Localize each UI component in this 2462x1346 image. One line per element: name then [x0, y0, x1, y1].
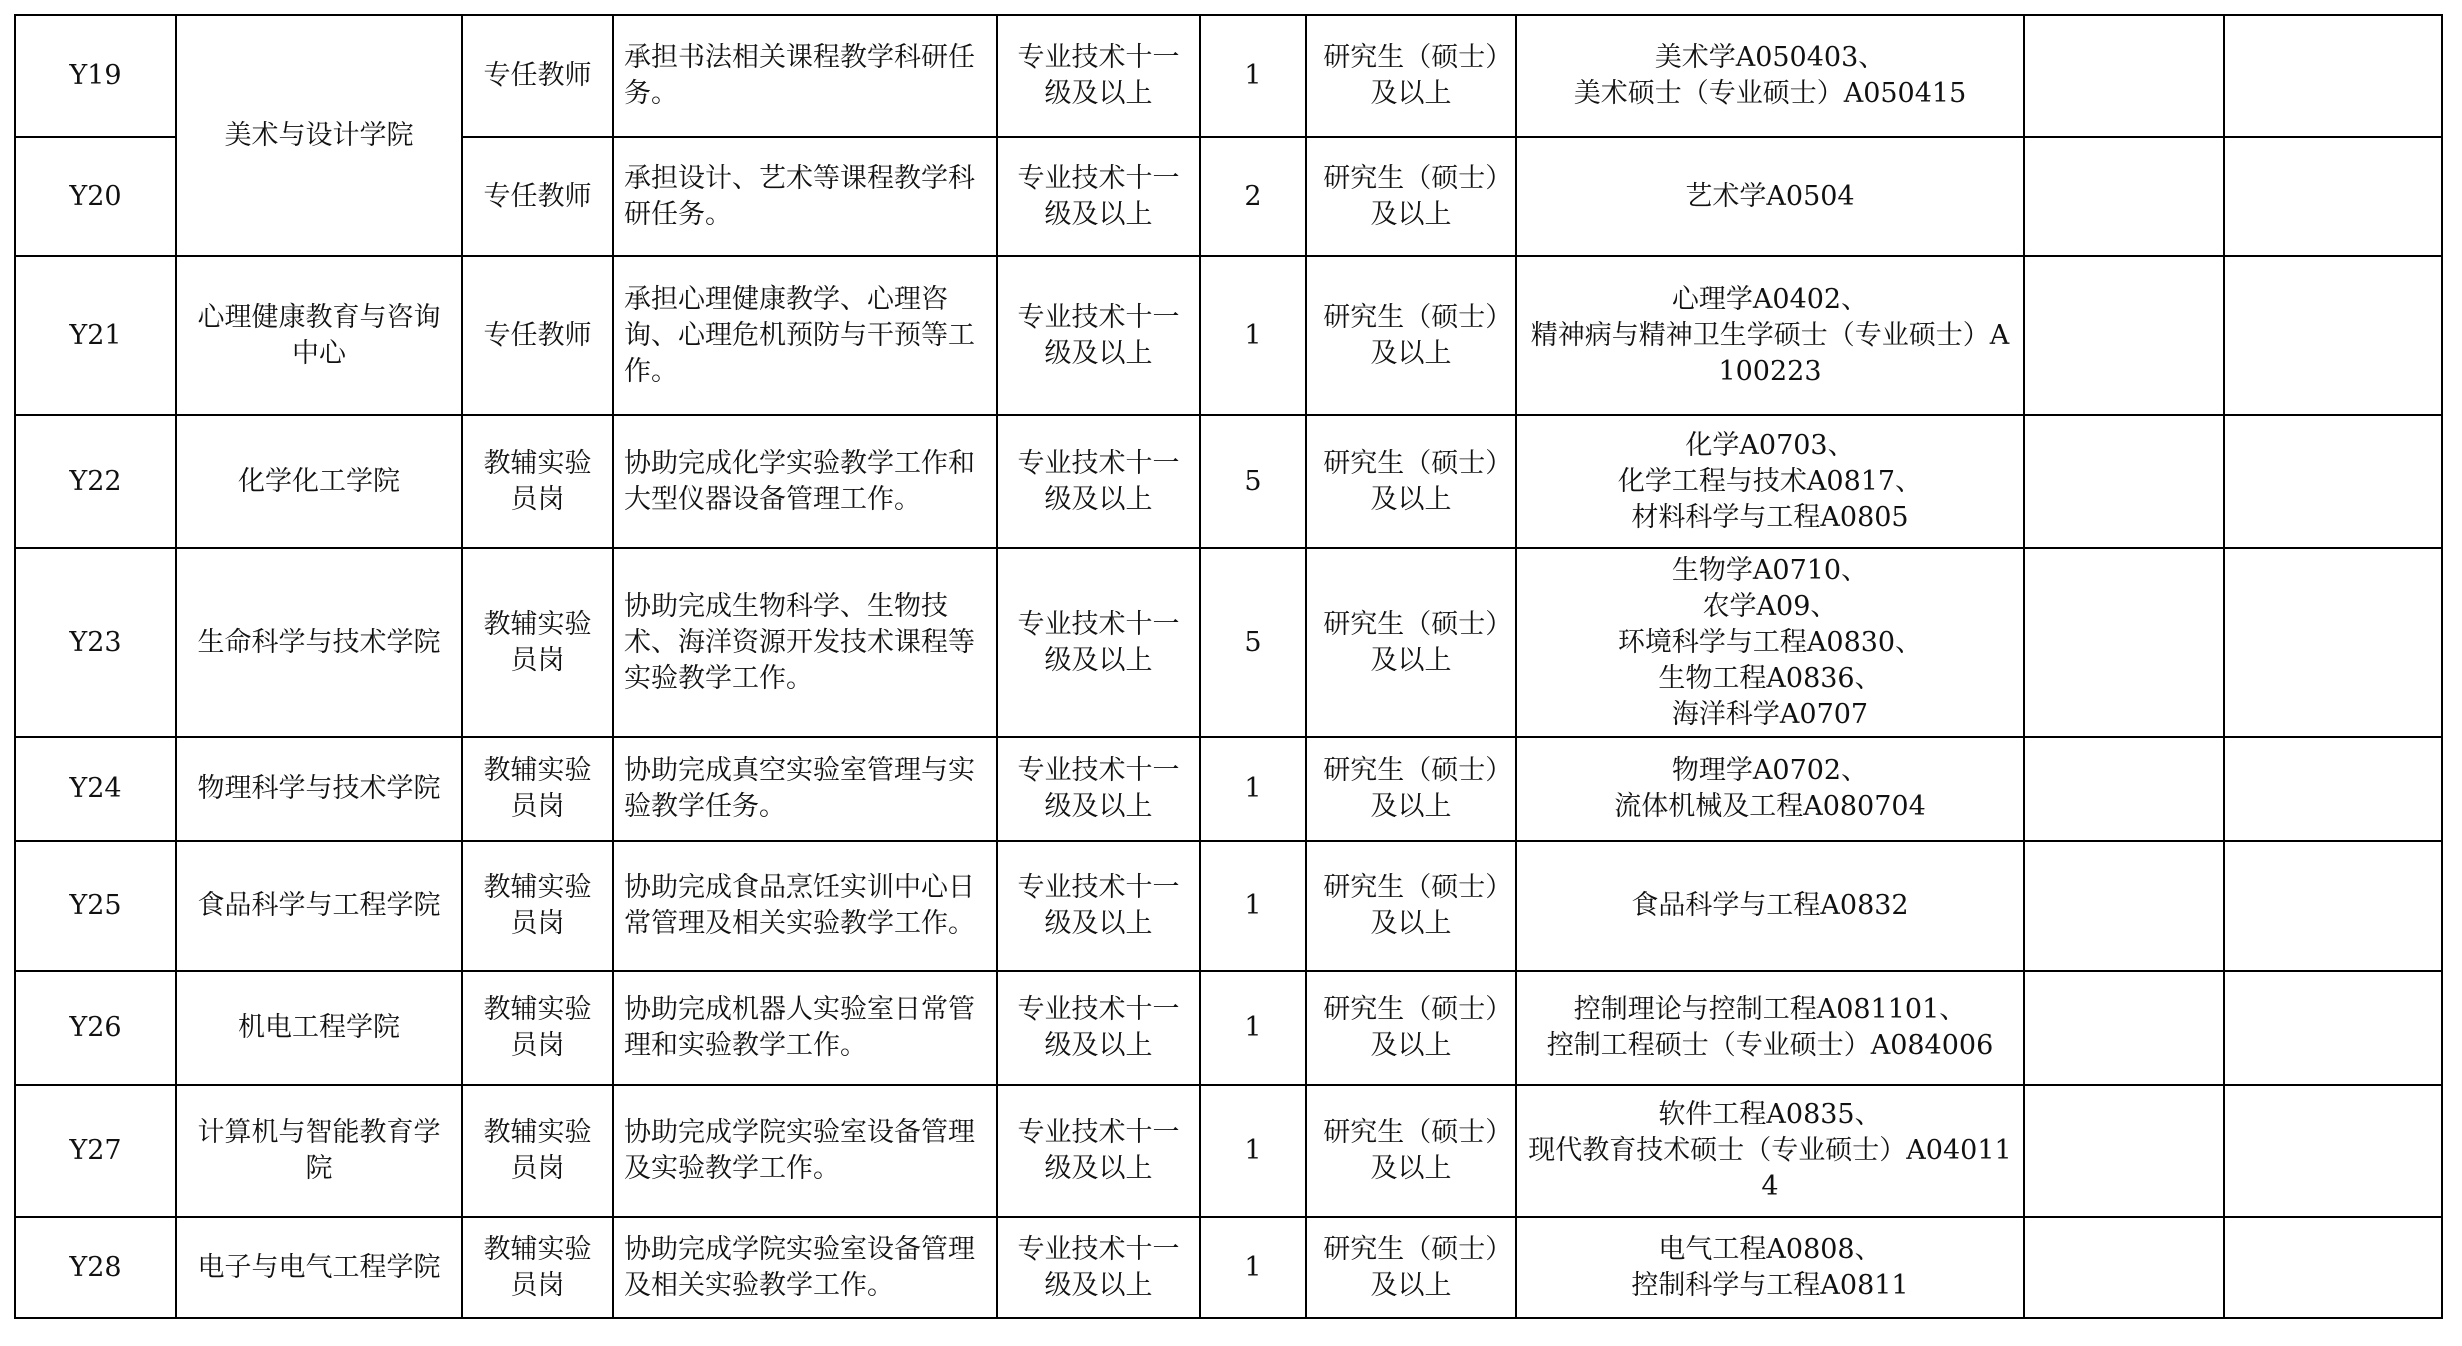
major-line: 环境科学与工程A0830、 [1617, 626, 1923, 658]
extra-requirement-cell [2024, 1217, 2224, 1318]
major-line: 控制工程硕士（专业硕士）A084006 [1546, 1030, 1994, 1061]
major-line: 生物工程A0836、 [1658, 662, 1882, 694]
table-row [15, 256, 2442, 415]
major-requirement-cell [1516, 548, 2024, 737]
major-line: 精神病与精神卫生学硕士（专业硕士）A100223 [1530, 319, 2010, 387]
extra-requirement-cell [2024, 1085, 2224, 1217]
post-type-cell: 教辅实验员岗 [462, 1085, 613, 1217]
headcount-cell: 5 [1200, 415, 1306, 548]
remarks-cell [2224, 256, 2442, 415]
headcount-cell: 1 [1200, 1085, 1306, 1217]
job-duty-cell: 协助完成食品烹饪实训中心日常管理及相关实验教学工作。 [613, 841, 997, 971]
major-line: 控制科学与工程A0811 [1631, 1269, 1909, 1301]
job-duty-cell: 协助完成机器人实验室日常管理和实验教学工作。 [613, 971, 997, 1085]
major-line: 控制理论与控制工程A081101、 [1573, 994, 1967, 1025]
education-cell: 研究生（硕士）及以上 [1306, 137, 1516, 256]
post-type-cell: 教辅实验员岗 [462, 971, 613, 1085]
headcount-cell: 5 [1200, 548, 1306, 737]
title-level-cell: 专业技术十一级及以上 [997, 256, 1200, 415]
table-row [15, 548, 2442, 737]
education-cell: 研究生（硕士）及以上 [1306, 548, 1516, 737]
position-code-cell: Y19 [15, 15, 176, 137]
headcount-cell: 2 [1200, 137, 1306, 256]
headcount-cell: 1 [1200, 841, 1306, 971]
major-requirement-cell [1516, 737, 2024, 841]
remarks-cell [2224, 1217, 2442, 1318]
table-row [15, 1085, 2442, 1217]
position-code-cell: Y28 [15, 1217, 176, 1318]
major-line: 物理学A0702、 [1671, 755, 1869, 786]
major-line: 生物学A0710、 [1671, 554, 1869, 586]
remarks-cell [2224, 15, 2442, 137]
major-line: 美术硕士（专业硕士）A050415 [1573, 78, 1967, 109]
title-level-cell: 专业技术十一级及以上 [997, 971, 1200, 1085]
major-requirement-cell [1516, 15, 2024, 137]
remarks-cell [2224, 548, 2442, 737]
job-duty-cell: 协助完成学院实验室设备管理及相关实验教学工作。 [613, 1217, 997, 1318]
major-line: 食品科学与工程A0832 [1631, 890, 1909, 921]
education-cell: 研究生（硕士）及以上 [1306, 971, 1516, 1085]
headcount-cell: 1 [1200, 256, 1306, 415]
post-type-cell: 教辅实验员岗 [462, 737, 613, 841]
major-requirement-cell [1516, 256, 2024, 415]
remarks-cell [2224, 415, 2442, 548]
job-duty-cell: 承担心理健康教学、心理咨询、心理危机预防与干预等工作。 [613, 256, 997, 415]
remarks-cell [2224, 1085, 2442, 1217]
table-row [15, 841, 2442, 971]
extra-requirement-cell [2024, 256, 2224, 415]
education-cell: 研究生（硕士）及以上 [1306, 415, 1516, 548]
remarks-cell [2224, 971, 2442, 1085]
table-row [15, 971, 2442, 1085]
major-requirement-cell [1516, 1217, 2024, 1318]
position-code-cell: Y23 [15, 548, 176, 737]
major-requirement-cell [1516, 971, 2024, 1085]
position-code-cell: Y22 [15, 415, 176, 548]
extra-requirement-cell [2024, 737, 2224, 841]
job-duty-cell: 协助完成真空实验室管理与实验教学任务。 [613, 737, 997, 841]
extra-requirement-cell [2024, 15, 2224, 137]
headcount-cell: 1 [1200, 15, 1306, 137]
title-level-cell: 专业技术十一级及以上 [997, 1085, 1200, 1217]
unit-cell: 机电工程学院 [176, 971, 462, 1085]
extra-requirement-cell [2024, 137, 2224, 256]
title-level-cell: 专业技术十一级及以上 [997, 137, 1200, 256]
headcount-cell: 1 [1200, 1217, 1306, 1318]
title-level-cell: 专业技术十一级及以上 [997, 415, 1200, 548]
post-type-cell: 教辅实验员岗 [462, 548, 613, 737]
major-line: 电气工程A0808、 [1658, 1233, 1882, 1265]
unit-cell: 生命科学与技术学院 [176, 548, 462, 737]
education-cell: 研究生（硕士）及以上 [1306, 15, 1516, 137]
position-code-cell: Y21 [15, 256, 176, 415]
major-line: 材料科学与工程A0805 [1631, 501, 1909, 533]
position-code-cell: Y26 [15, 971, 176, 1085]
extra-requirement-cell [2024, 971, 2224, 1085]
education-cell: 研究生（硕士）及以上 [1306, 1217, 1516, 1318]
table-row [15, 1217, 2442, 1318]
education-cell: 研究生（硕士）及以上 [1306, 737, 1516, 841]
major-requirement-cell [1516, 415, 2024, 548]
major-line: 海洋科学A0707 [1671, 698, 1869, 730]
unit-cell: 化学化工学院 [176, 415, 462, 548]
unit-cell: 计算机与智能教育学院 [176, 1085, 462, 1217]
post-type-cell: 专任教师 [462, 15, 613, 137]
education-cell: 研究生（硕士）及以上 [1306, 1085, 1516, 1217]
unit-cell: 心理健康教育与咨询中心 [176, 256, 462, 415]
position-code-cell: Y24 [15, 737, 176, 841]
title-level-cell: 专业技术十一级及以上 [997, 737, 1200, 841]
post-type-cell: 教辅实验员岗 [462, 1217, 613, 1318]
unit-cell: 电子与电气工程学院 [176, 1217, 462, 1318]
table-body [15, 15, 2442, 1318]
job-duty-cell: 协助完成化学实验教学工作和大型仪器设备管理工作。 [613, 415, 997, 548]
major-line: 现代教育技术硕士（专业硕士）A040114 [1528, 1135, 2012, 1202]
post-type-cell: 专任教师 [462, 256, 613, 415]
job-duty-cell: 协助完成学院实验室设备管理及实验教学工作。 [613, 1085, 997, 1217]
headcount-cell: 1 [1200, 971, 1306, 1085]
major-requirement-cell [1516, 841, 2024, 971]
major-line: 心理学A0402、 [1671, 283, 1869, 315]
job-duty-cell: 承担设计、艺术等课程教学科研任务。 [613, 137, 997, 256]
unit-cell: 食品科学与工程学院 [176, 841, 462, 971]
unit-cell: 美术与设计学院 [176, 15, 462, 256]
unit-cell: 物理科学与技术学院 [176, 737, 462, 841]
extra-requirement-cell [2024, 548, 2224, 737]
headcount-cell: 1 [1200, 737, 1306, 841]
title-level-cell: 专业技术十一级及以上 [997, 841, 1200, 971]
major-requirement-cell [1516, 137, 2024, 256]
job-duty-cell: 协助完成生物科学、生物技术、海洋资源开发技术课程等实验教学工作。 [613, 548, 997, 737]
major-line: 艺术学A0504 [1685, 180, 1855, 212]
recruitment-table [14, 14, 2443, 1319]
education-cell: 研究生（硕士）及以上 [1306, 841, 1516, 971]
title-level-cell: 专业技术十一级及以上 [997, 548, 1200, 737]
post-type-cell: 教辅实验员岗 [462, 415, 613, 548]
table-row [15, 415, 2442, 548]
position-code-cell: Y25 [15, 841, 176, 971]
major-line: 美术学A050403、 [1654, 42, 1886, 73]
remarks-cell [2224, 737, 2442, 841]
remarks-cell [2224, 137, 2442, 256]
major-line: 化学工程与技术A0817、 [1617, 465, 1923, 497]
table-row [15, 15, 2442, 137]
post-type-cell: 专任教师 [462, 137, 613, 256]
major-line: 软件工程A0835、 [1658, 1099, 1882, 1130]
major-line: 化学A0703、 [1685, 429, 1855, 461]
title-level-cell: 专业技术十一级及以上 [997, 15, 1200, 137]
major-line: 农学A09、 [1702, 590, 1838, 622]
major-line: 流体机械及工程A080704 [1614, 791, 1926, 822]
post-type-cell: 教辅实验员岗 [462, 841, 613, 971]
major-requirement-cell [1516, 1085, 2024, 1217]
position-code-cell: Y20 [15, 137, 176, 256]
position-code-cell: Y27 [15, 1085, 176, 1217]
extra-requirement-cell [2024, 415, 2224, 548]
job-duty-cell: 承担书法相关课程教学科研任务。 [613, 15, 997, 137]
table-row [15, 737, 2442, 841]
title-level-cell: 专业技术十一级及以上 [997, 1217, 1200, 1318]
remarks-cell [2224, 841, 2442, 971]
education-cell: 研究生（硕士）及以上 [1306, 256, 1516, 415]
extra-requirement-cell [2024, 841, 2224, 971]
